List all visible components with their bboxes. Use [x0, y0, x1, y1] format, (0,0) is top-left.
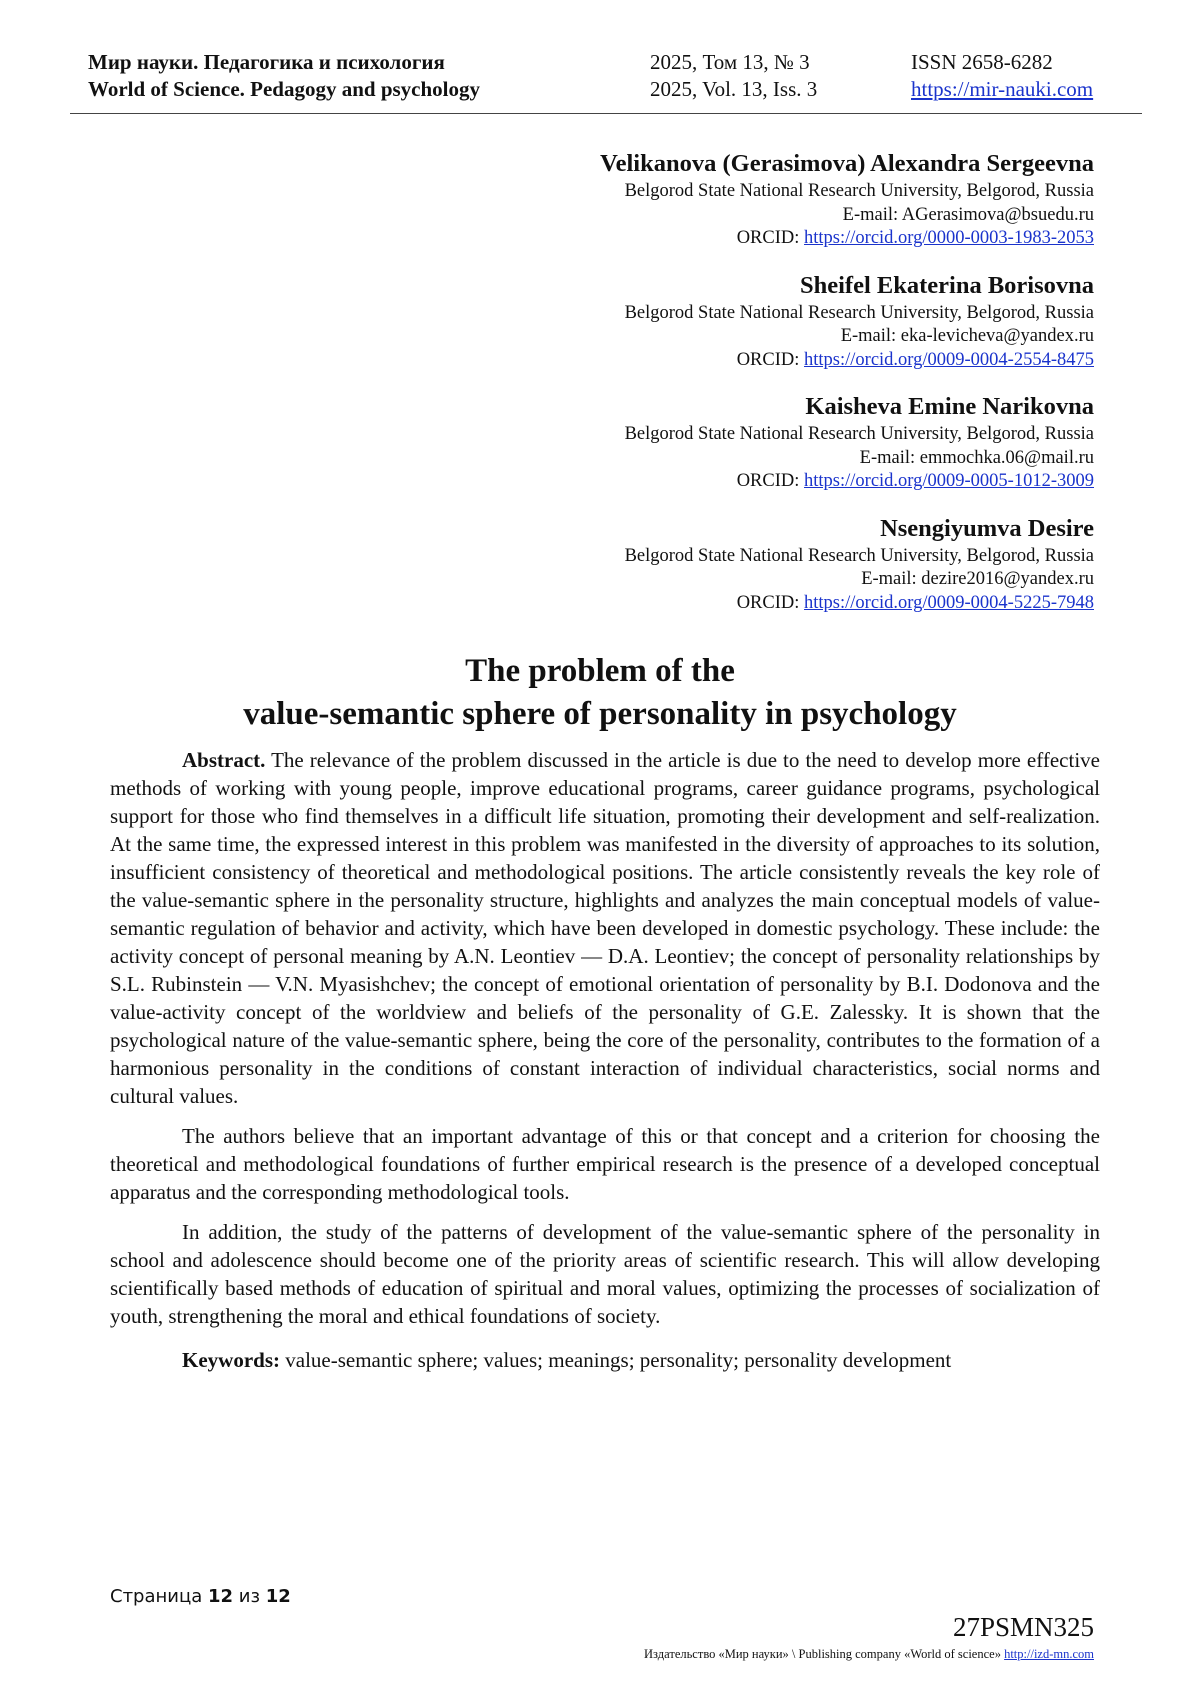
abstract-paragraph-3: In addition, the study of the patterns of development of the value-semantic sphere of the personality in school and adolescence should become one of the priority areas of scientific research. This will allow developing scientifically based methods of education of spiritual and moral values, optimizing the processes of socialization of youth, strengthening the moral and ethical foundations of society. — [110, 1220, 1100, 1328]
publisher-text: Издательство «Мир науки» \ Publishing company «World of science» — [644, 1647, 1005, 1661]
orcid-label: ORCID: — [736, 471, 805, 491]
author-email: E-mail: dezire2016@yandex.ru — [861, 569, 1094, 589]
abstract-label: Abstract. — [182, 748, 266, 772]
orcid-link[interactable]: https://orcid.org/0000-0003-1983-2053 — [804, 228, 1094, 248]
author-orcid — [394, 592, 1094, 616]
issn: ISSN 2658-6282 — [911, 50, 1053, 74]
abstract-paragraph-2: The authors believe that an important advantage of this or that concept and a criterion for choosing the theoretical and methodological foundations of further empirical research is the presence of a developed conceptual apparatus and the corresponding methodological tools. — [110, 1124, 1100, 1204]
orcid-link[interactable]: https://orcid.org/0009-0004-5225-7948 — [804, 592, 1094, 613]
journal-name-ru: Мир науки. Педагогика и психология — [88, 50, 445, 74]
keywords — [110, 1346, 1100, 1374]
author-entry — [394, 391, 1094, 494]
page-total: 12 — [265, 1586, 291, 1607]
orcid-link[interactable]: https://orcid.org/0009-0005-1012-3009 — [804, 471, 1094, 491]
author-email: E-mail: eka-levicheva@yandex.ru — [840, 326, 1094, 346]
author-email: E-mail: AGerasimova@bsuedu.ru — [842, 204, 1094, 225]
author-affiliation: Belgorod State National Research University, Belgorod, Russia — [624, 181, 1094, 201]
orcid-label: ORCID: — [736, 349, 805, 370]
author-affiliation: Belgorod State National Research University, Belgorod, Russia — [624, 424, 1094, 444]
author-name: Nsengiyumva Desire — [880, 514, 1094, 542]
author-affiliation: Belgorod State National Research University, Belgorod, Russia — [624, 302, 1094, 323]
author-affiliation: Belgorod State National Research University, Belgorod, Russia — [624, 545, 1094, 566]
orcid-link[interactable]: https://orcid.org/0009-0004-2554-8475 — [804, 349, 1094, 370]
authors-block — [394, 148, 1094, 634]
keywords-label: Keywords: — [182, 1348, 280, 1372]
abstract-paragraph — [110, 746, 1100, 1110]
page-current: 12 — [207, 1586, 234, 1607]
article-title — [0, 650, 1200, 736]
author-entry — [394, 148, 1094, 251]
author-orcid — [394, 470, 1094, 494]
title-line-1: The problem of the — [465, 653, 735, 689]
journal-url-link[interactable]: https://mir-nauki.com — [911, 77, 1094, 101]
publisher-url-link[interactable]: http://izd-mn.com — [1004, 1647, 1094, 1661]
author-orcid — [394, 349, 1094, 373]
article-code: 27PSMN325 — [952, 1612, 1094, 1642]
journal-name-en: World of Science. Pedagogy and psychology — [88, 77, 481, 101]
abstract-section — [110, 746, 1100, 1386]
author-entry — [394, 270, 1094, 373]
journal-header — [88, 50, 1123, 104]
page-number — [110, 1586, 291, 1607]
abstract-text: The relevance of the problem discussed in the article is due to the need to develop more effective methods of working with young people, improve educational programs, career guidance programs, psychological support for those who find themselves in a difficult life situation, promoting their development and self-realization. At the same time, the expressed interest in this problem was manifested in the diversity of approaches to its solution, insufficient consistency of theoretical and methodological positions. The article consistently reveals the key role of the value-semantic sphere in the personality structure, highlights and analyzes the main conceptual models of value-semantic regulation of behavior and activity, which have been developed in domestic psychology. These include: the activity concept of personal meaning by A.N. Leontiev — D.A. Leontiev; the concept of personality relationships by S.L. Rubinstein — V.N. Myasishchev; the concept of emotional orientation of personality by B.I. Dodonova and the value-activity concept of the worldview and beliefs of the personality of G.E. Zalessky. It is shown that the psychological nature of the value-semantic sphere, being the core of the personality, contributes to the formation of a harmonious personality in the conditions of constant interaction of individual characteristics, social norms and cultural values. — [110, 748, 1100, 1108]
issue-en: 2025, Vol. 13, Iss. 3 — [650, 77, 818, 101]
page-sep: из — [233, 1586, 266, 1607]
author-email: E-mail: emmochka.06@mail.ru — [859, 447, 1094, 468]
page-prefix: Страница — [110, 1586, 208, 1607]
orcid-label: ORCID: — [736, 228, 805, 248]
header-divider — [70, 113, 1142, 114]
author-name: Kaisheva Emine Narikovna — [805, 393, 1094, 420]
author-name: Sheifel Ekaterina Borisovna — [799, 271, 1094, 299]
keywords-text: value-semantic sphere; values; meanings; personality; personality development — [280, 1348, 952, 1372]
author-name: Velikanova (Gerasimova) Alexandra Sergeevna — [600, 150, 1094, 177]
author-entry — [394, 513, 1094, 616]
title-line-2: value-semantic sphere of personality in psychology — [243, 696, 957, 732]
orcid-label: ORCID: — [736, 592, 805, 613]
publisher-line — [644, 1647, 1094, 1662]
issue-ru: 2025, Том 13, № 3 — [650, 50, 810, 74]
author-orcid — [394, 227, 1094, 251]
